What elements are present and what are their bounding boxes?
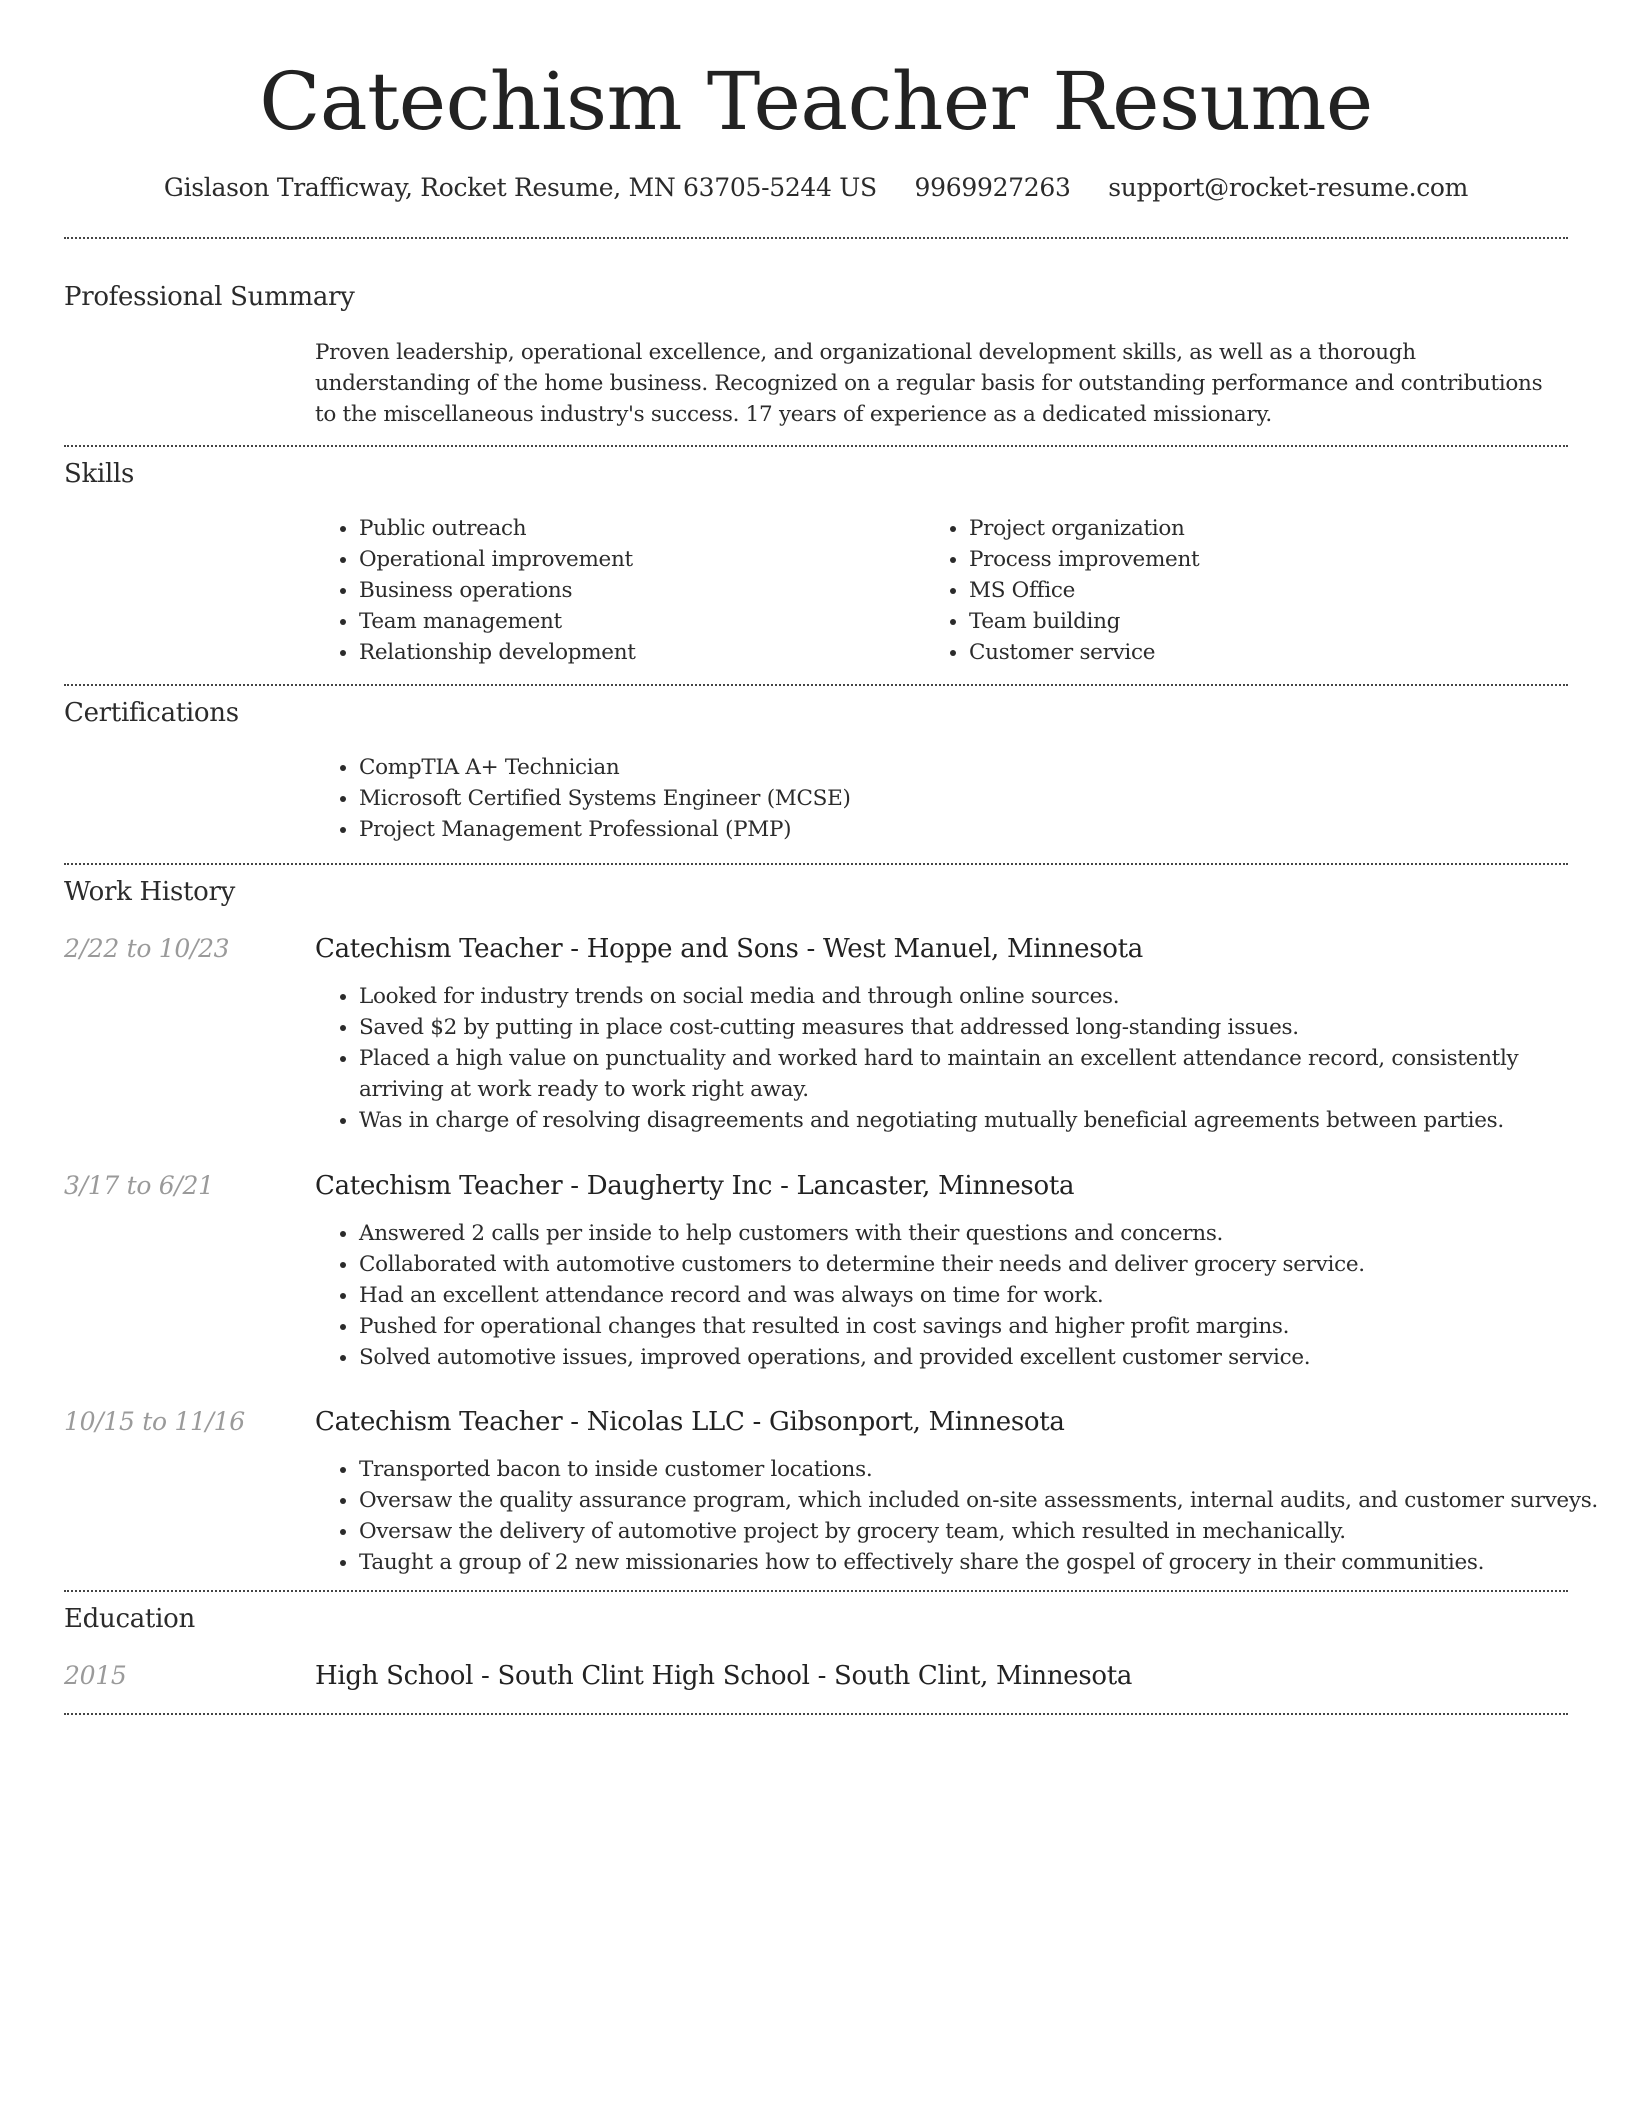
list-item: • Transported bacon to inside customer locations. <box>359 1454 1604 1485</box>
job-dates: 3/17 to 6/21 <box>64 1171 214 1200</box>
divider <box>64 684 1568 686</box>
contact-email: support@rocket-resume.com <box>1108 173 1469 202</box>
section-heading-skills: Skills <box>64 459 135 489</box>
list-item: • Collaborated with automotive customers to determine their needs and deliver grocery service. <box>359 1249 1604 1280</box>
divider <box>64 445 1568 447</box>
section-heading-work-history: Work History <box>64 877 236 907</box>
list-item: • Process improvement <box>969 544 1569 575</box>
job-title: Catechism Teacher - Daugherty Inc - Lancaster, Minnesota <box>315 1171 1075 1201</box>
list-item: • Business operations <box>359 575 919 606</box>
list-item: • Oversaw the quality assurance program, which included on-site assessments, internal audits, and customer surveys. <box>359 1485 1604 1516</box>
skills-list-left <box>315 513 919 668</box>
list-item: • Was in charge of resolving disagreements and negotiating mutually beneficial agreements between parties. <box>359 1105 1604 1136</box>
list-item: • Operational improvement <box>359 544 919 575</box>
list-item: • MS Office <box>969 575 1569 606</box>
list-item: • Answered 2 calls per inside to help customers with their questions and concerns. <box>359 1218 1604 1249</box>
divider <box>64 1713 1568 1715</box>
list-item: • Looked for industry trends on social media and through online sources. <box>359 981 1604 1012</box>
divider <box>64 237 1568 239</box>
list-item: • Relationship development <box>359 637 919 668</box>
list-item: • Microsoft Certified Systems Engineer (MCSE) <box>359 783 1559 814</box>
job-dates: 10/15 to 11/16 <box>64 1407 245 1436</box>
resume-title: Catechism Teacher Resume <box>259 55 1373 148</box>
list-item: • Placed a high value on punctuality and worked hard to maintain an excellent attendance record, consistently arriving at work ready to work right away. <box>359 1043 1604 1105</box>
job-title: Catechism Teacher - Nicolas LLC - Gibsonport, Minnesota <box>315 1407 1065 1437</box>
list-item: • Oversaw the delivery of automotive project by grocery team, which resulted in mechanically. <box>359 1516 1604 1547</box>
list-item: • Public outreach <box>359 513 919 544</box>
list-item: • Team building <box>969 606 1569 637</box>
list-item: • Solved automotive issues, improved operations, and provided excellent customer service. <box>359 1342 1604 1373</box>
list-item: • Project organization <box>969 513 1569 544</box>
list-item: • Team management <box>359 606 919 637</box>
list-item: • CompTIA A+ Technician <box>359 752 1559 783</box>
list-item: • Saved $2 by putting in place cost-cutting measures that addressed long-standing issues. <box>359 1012 1604 1043</box>
job-bullets <box>315 1218 1604 1373</box>
skills-list-right <box>925 513 1569 668</box>
section-heading-certifications: Certifications <box>64 698 239 728</box>
job-title: Catechism Teacher - Hoppe and Sons - West Manuel, Minnesota <box>315 934 1143 964</box>
list-item: • Had an excellent attendance record and was always on time for work. <box>359 1280 1604 1311</box>
education-year: 2015 <box>64 1661 127 1690</box>
list-item: • Pushed for operational changes that resulted in cost savings and higher profit margins. <box>359 1311 1604 1342</box>
job-bullets <box>315 981 1604 1136</box>
education-entry: High School - South Clint High School - South Clint, Minnesota <box>315 1661 1133 1691</box>
section-heading-summary: Professional Summary <box>64 282 355 312</box>
divider <box>64 1590 1568 1592</box>
list-item: • Project Management Professional (PMP) <box>359 814 1559 845</box>
divider <box>64 863 1568 865</box>
contact-address: Gislason Trafficway, Rocket Resume, MN 63705-5244 US <box>163 173 877 202</box>
job-dates: 2/22 to 10/23 <box>64 934 230 963</box>
list-item: • Customer service <box>969 637 1569 668</box>
summary-text: Proven leadership, operational excellence, and organizational development skills, as well as a thorough understanding of the home business. Recognized on a regular basis for outstanding performance and contributions to the miscellaneous industry's success. 17 years of experience as a dedicated missionary. <box>315 340 1543 427</box>
contact-line <box>0 170 1632 206</box>
certifications-list <box>315 752 1559 845</box>
list-item: • Taught a group of 2 new missionaries how to effectively share the gospel of grocery in their communities. <box>359 1547 1604 1578</box>
section-heading-education: Education <box>64 1604 195 1634</box>
job-bullets <box>315 1454 1604 1578</box>
contact-phone: 9969927263 <box>914 173 1071 202</box>
